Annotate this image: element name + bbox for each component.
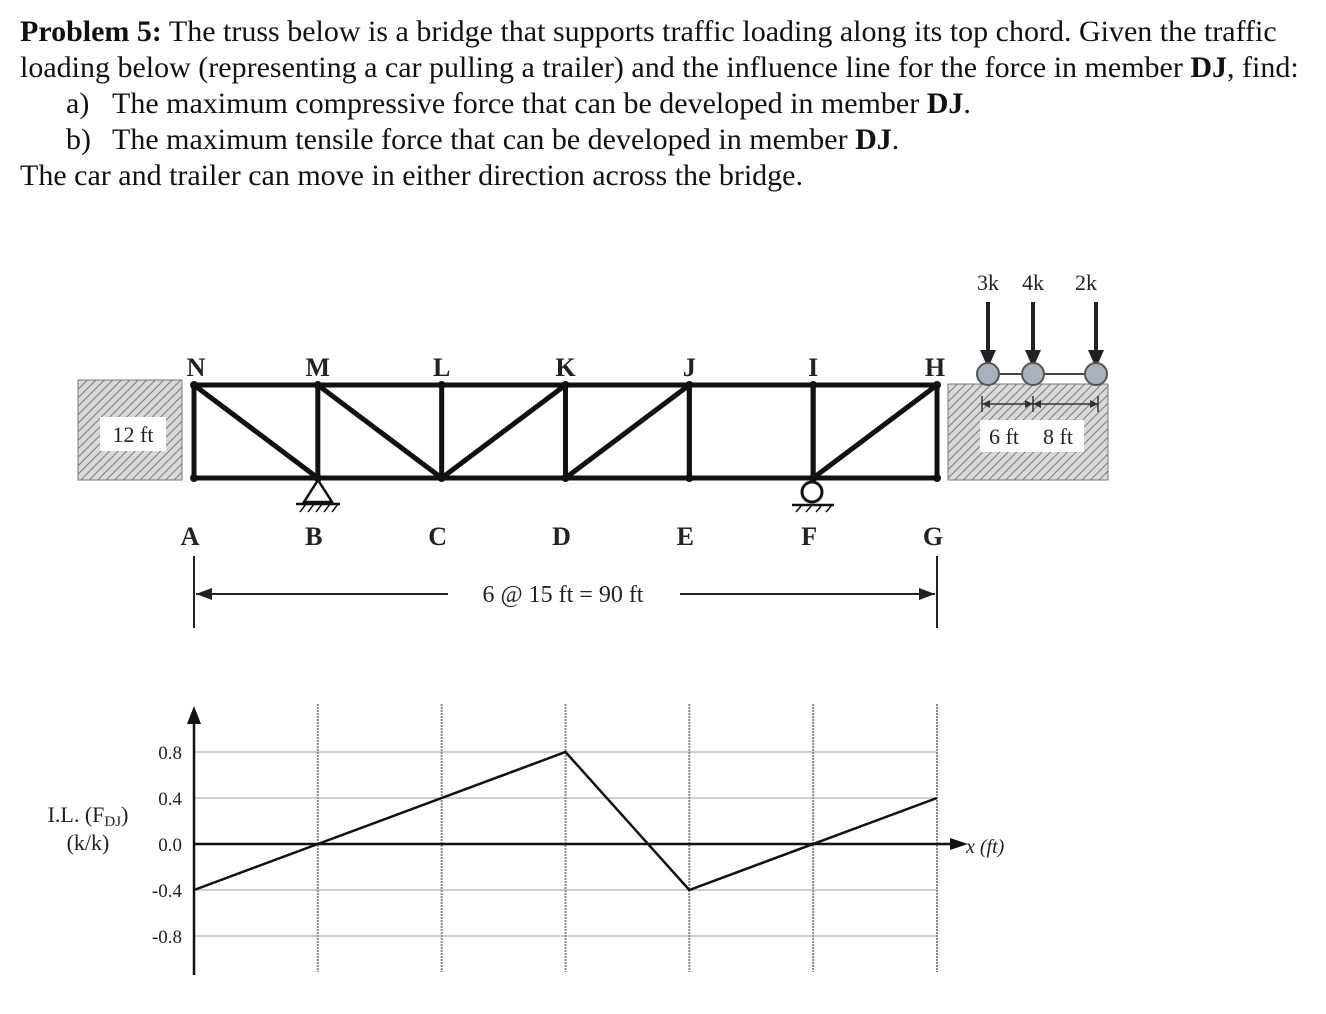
y-axis-label-end: ) <box>121 802 129 827</box>
y-axis-units: (k/k) <box>66 830 110 855</box>
chart-axes <box>187 706 968 975</box>
height-label: 12 ft <box>112 422 154 447</box>
problem-closing: The car and trailer can move in either direction across the bridge. <box>20 159 803 192</box>
question-text: The maximum compressive force that can be developed in member <box>112 87 927 120</box>
joint-L <box>438 381 446 389</box>
joint-J <box>685 381 693 389</box>
joint-H <box>933 381 941 389</box>
y-tick-label: 0.8 <box>158 743 182 764</box>
node-label-G: G <box>922 522 944 551</box>
load-value: 3k <box>977 270 999 295</box>
x-axis-label: x (ft) <box>966 836 1005 858</box>
y-tick-label: 0.0 <box>158 835 182 856</box>
question-end: . <box>891 123 900 156</box>
node-label-J: J <box>682 353 696 382</box>
question-text: The maximum tensile force that can be developed in member <box>112 123 856 156</box>
question-marker: b) <box>66 123 91 156</box>
wheel-icon <box>1085 363 1107 385</box>
node-label-M: M <box>305 353 331 382</box>
wheel-icon <box>1022 363 1044 385</box>
node-label-E: E <box>676 522 695 551</box>
diagonal-member-MC <box>318 385 442 478</box>
joint-K <box>562 381 570 389</box>
question-marker: a) <box>66 87 90 120</box>
joint-E <box>685 474 693 482</box>
question-member: DJ <box>926 87 964 120</box>
load-value: 4k <box>1022 270 1044 295</box>
intro-text-1: The truss below is a bridge that supports traffic loading along its top chord. Given the traffic loading below (representing a car pulling a trailer) and the influence line for the force in member <box>20 15 1277 84</box>
node-label-C: C <box>428 522 448 551</box>
joint-A <box>190 474 198 482</box>
load-1 <box>977 270 999 385</box>
spacing-label-2: 8 ft <box>1043 424 1073 449</box>
y-tick-label: 0.4 <box>158 789 182 810</box>
span-label: 6 @ 15 ft = 90 ft <box>482 582 644 608</box>
diagonal-member-JD <box>566 385 690 478</box>
spacing-label-1: 6 ft <box>989 424 1019 449</box>
influence-line-chart <box>48 704 1005 975</box>
roller-support <box>792 482 834 512</box>
truss-members <box>190 381 941 482</box>
y-axis-label-subscript: DJ <box>104 814 122 830</box>
joint-C <box>438 474 446 482</box>
joint-M <box>314 381 322 389</box>
wheel-icon <box>977 363 999 385</box>
joint-D <box>562 474 570 482</box>
joint-N <box>190 381 198 389</box>
node-label-L: L <box>432 353 451 382</box>
chart-grid <box>194 704 937 972</box>
node-label-H: H <box>924 353 946 382</box>
member-name: DJ <box>1190 51 1228 84</box>
y-axis-arrow-icon <box>187 706 201 724</box>
joint-I <box>809 381 817 389</box>
node-label-K: K <box>555 353 576 382</box>
node-label-I: I <box>808 353 819 382</box>
node-label-B: B <box>305 522 323 551</box>
joint-G <box>933 474 941 482</box>
node-label-N: N <box>186 353 206 382</box>
y-axis-label <box>48 802 129 830</box>
node-label-A: A <box>180 522 200 551</box>
load-value: 2k <box>1075 270 1097 295</box>
load-3 <box>1075 270 1107 385</box>
y-tick-label: -0.4 <box>151 881 182 902</box>
node-label-F: F <box>801 522 818 551</box>
diagonal-member-NB <box>194 385 318 478</box>
pin-support <box>296 480 340 512</box>
load-2 <box>1022 270 1044 385</box>
diagonal-member-HF <box>813 385 937 478</box>
y-tick-label: -0.8 <box>151 927 182 948</box>
problem-heading: Problem 5: <box>20 15 162 48</box>
y-tick-labels <box>152 743 183 948</box>
question-end: . <box>963 87 971 120</box>
y-axis-label-main: I.L. (F <box>47 802 105 827</box>
node-label-D: D <box>552 522 571 551</box>
diagonal-member-KC <box>442 385 566 478</box>
intro-text-2: , find: <box>1227 51 1299 84</box>
question-member: DJ <box>855 123 892 156</box>
span-dimension <box>194 556 937 628</box>
